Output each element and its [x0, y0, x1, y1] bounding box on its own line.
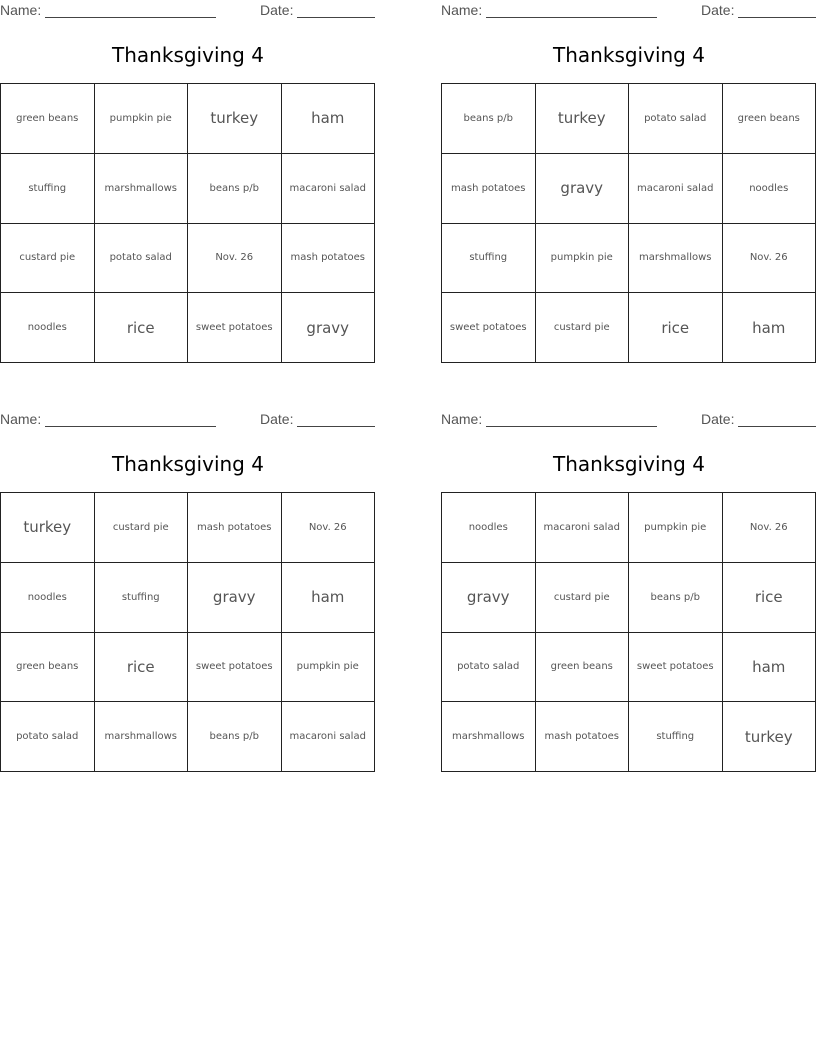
bingo-cell: potato salad [95, 224, 189, 294]
bingo-cell: sweet potatoes [629, 633, 723, 703]
name-label: Name: [0, 411, 42, 427]
date-blank [297, 426, 375, 427]
date-label: Date: [260, 2, 294, 18]
bingo-cell: ham [723, 293, 816, 363]
bingo-cell: Nov. 26 [188, 224, 282, 294]
bingo-cell: Nov. 26 [723, 224, 816, 294]
card-header [0, 411, 376, 429]
bingo-cell: beans p/b [188, 702, 282, 772]
bingo-cell: ham [282, 84, 376, 154]
bingo-cell: beans p/b [442, 84, 536, 154]
bingo-card [0, 409, 376, 781]
card-header [441, 2, 816, 20]
bingo-grid [0, 83, 375, 363]
bingo-cell: mash potatoes [536, 702, 630, 772]
bingo-cell: gravy [188, 563, 282, 633]
bingo-cell: green beans [1, 633, 95, 703]
bingo-cell: turkey [723, 702, 816, 772]
bingo-cell: potato salad [1, 702, 95, 772]
date-blank [738, 17, 816, 18]
bingo-cell: pumpkin pie [629, 493, 723, 563]
date-blank [738, 426, 816, 427]
bingo-card [0, 0, 376, 372]
bingo-cell: marshmallows [95, 702, 189, 772]
bingo-cell: green beans [536, 633, 630, 703]
bingo-cell: stuffing [442, 224, 536, 294]
bingo-cell: noodles [1, 563, 95, 633]
bingo-card [441, 409, 816, 781]
bingo-grid [0, 492, 375, 772]
bingo-cell: ham [723, 633, 816, 703]
bingo-cell: turkey [536, 84, 630, 154]
bingo-cell: Nov. 26 [282, 493, 376, 563]
bingo-cell: marshmallows [95, 154, 189, 224]
name-blank [45, 17, 216, 18]
bingo-cell: green beans [1, 84, 95, 154]
bingo-cell: sweet potatoes [188, 633, 282, 703]
bingo-cell: custard pie [536, 563, 630, 633]
bingo-cell: Nov. 26 [723, 493, 816, 563]
card-title: Thanksgiving 4 [553, 452, 705, 476]
bingo-cell: potato salad [442, 633, 536, 703]
bingo-cell: rice [95, 293, 189, 363]
bingo-cell: stuffing [95, 563, 189, 633]
bingo-cell: beans p/b [629, 563, 723, 633]
name-label: Name: [0, 2, 42, 18]
date-blank [297, 17, 375, 18]
bingo-cell: sweet potatoes [442, 293, 536, 363]
bingo-cell: mash potatoes [188, 493, 282, 563]
card-header [0, 2, 376, 20]
bingo-cell: beans p/b [188, 154, 282, 224]
bingo-cell: macaroni salad [282, 154, 376, 224]
bingo-grid [441, 492, 816, 772]
card-header [441, 411, 816, 429]
bingo-cell: gravy [442, 563, 536, 633]
bingo-cell: mash potatoes [282, 224, 376, 294]
bingo-card [441, 0, 816, 372]
bingo-cell: pumpkin pie [282, 633, 376, 703]
date-label: Date: [701, 2, 735, 18]
bingo-cell: potato salad [629, 84, 723, 154]
bingo-cell: sweet potatoes [188, 293, 282, 363]
card-title: Thanksgiving 4 [553, 43, 705, 67]
bingo-cell: noodles [723, 154, 816, 224]
name-blank [45, 426, 216, 427]
name-blank [486, 17, 657, 18]
bingo-cell: custard pie [1, 224, 95, 294]
bingo-cell: pumpkin pie [95, 84, 189, 154]
bingo-cell: noodles [442, 493, 536, 563]
bingo-cell: turkey [188, 84, 282, 154]
bingo-cell: mash potatoes [442, 154, 536, 224]
bingo-cell: stuffing [1, 154, 95, 224]
bingo-cell: marshmallows [629, 224, 723, 294]
date-label: Date: [260, 411, 294, 427]
card-title: Thanksgiving 4 [112, 43, 264, 67]
bingo-cell: macaroni salad [282, 702, 376, 772]
bingo-cell: stuffing [629, 702, 723, 772]
name-blank [486, 426, 657, 427]
bingo-cell: marshmallows [442, 702, 536, 772]
bingo-cell: gravy [536, 154, 630, 224]
bingo-cell: custard pie [95, 493, 189, 563]
bingo-cell: custard pie [536, 293, 630, 363]
bingo-cell: rice [723, 563, 816, 633]
card-title: Thanksgiving 4 [112, 452, 264, 476]
bingo-cell: noodles [1, 293, 95, 363]
date-label: Date: [701, 411, 735, 427]
name-label: Name: [441, 411, 483, 427]
bingo-cell: turkey [1, 493, 95, 563]
bingo-cell: rice [629, 293, 723, 363]
name-label: Name: [441, 2, 483, 18]
bingo-cell: ham [282, 563, 376, 633]
bingo-cell: macaroni salad [536, 493, 630, 563]
bingo-cell: rice [95, 633, 189, 703]
bingo-cell: pumpkin pie [536, 224, 630, 294]
bingo-grid [441, 83, 816, 363]
bingo-cell: macaroni salad [629, 154, 723, 224]
bingo-cell: green beans [723, 84, 816, 154]
bingo-cell: gravy [282, 293, 376, 363]
